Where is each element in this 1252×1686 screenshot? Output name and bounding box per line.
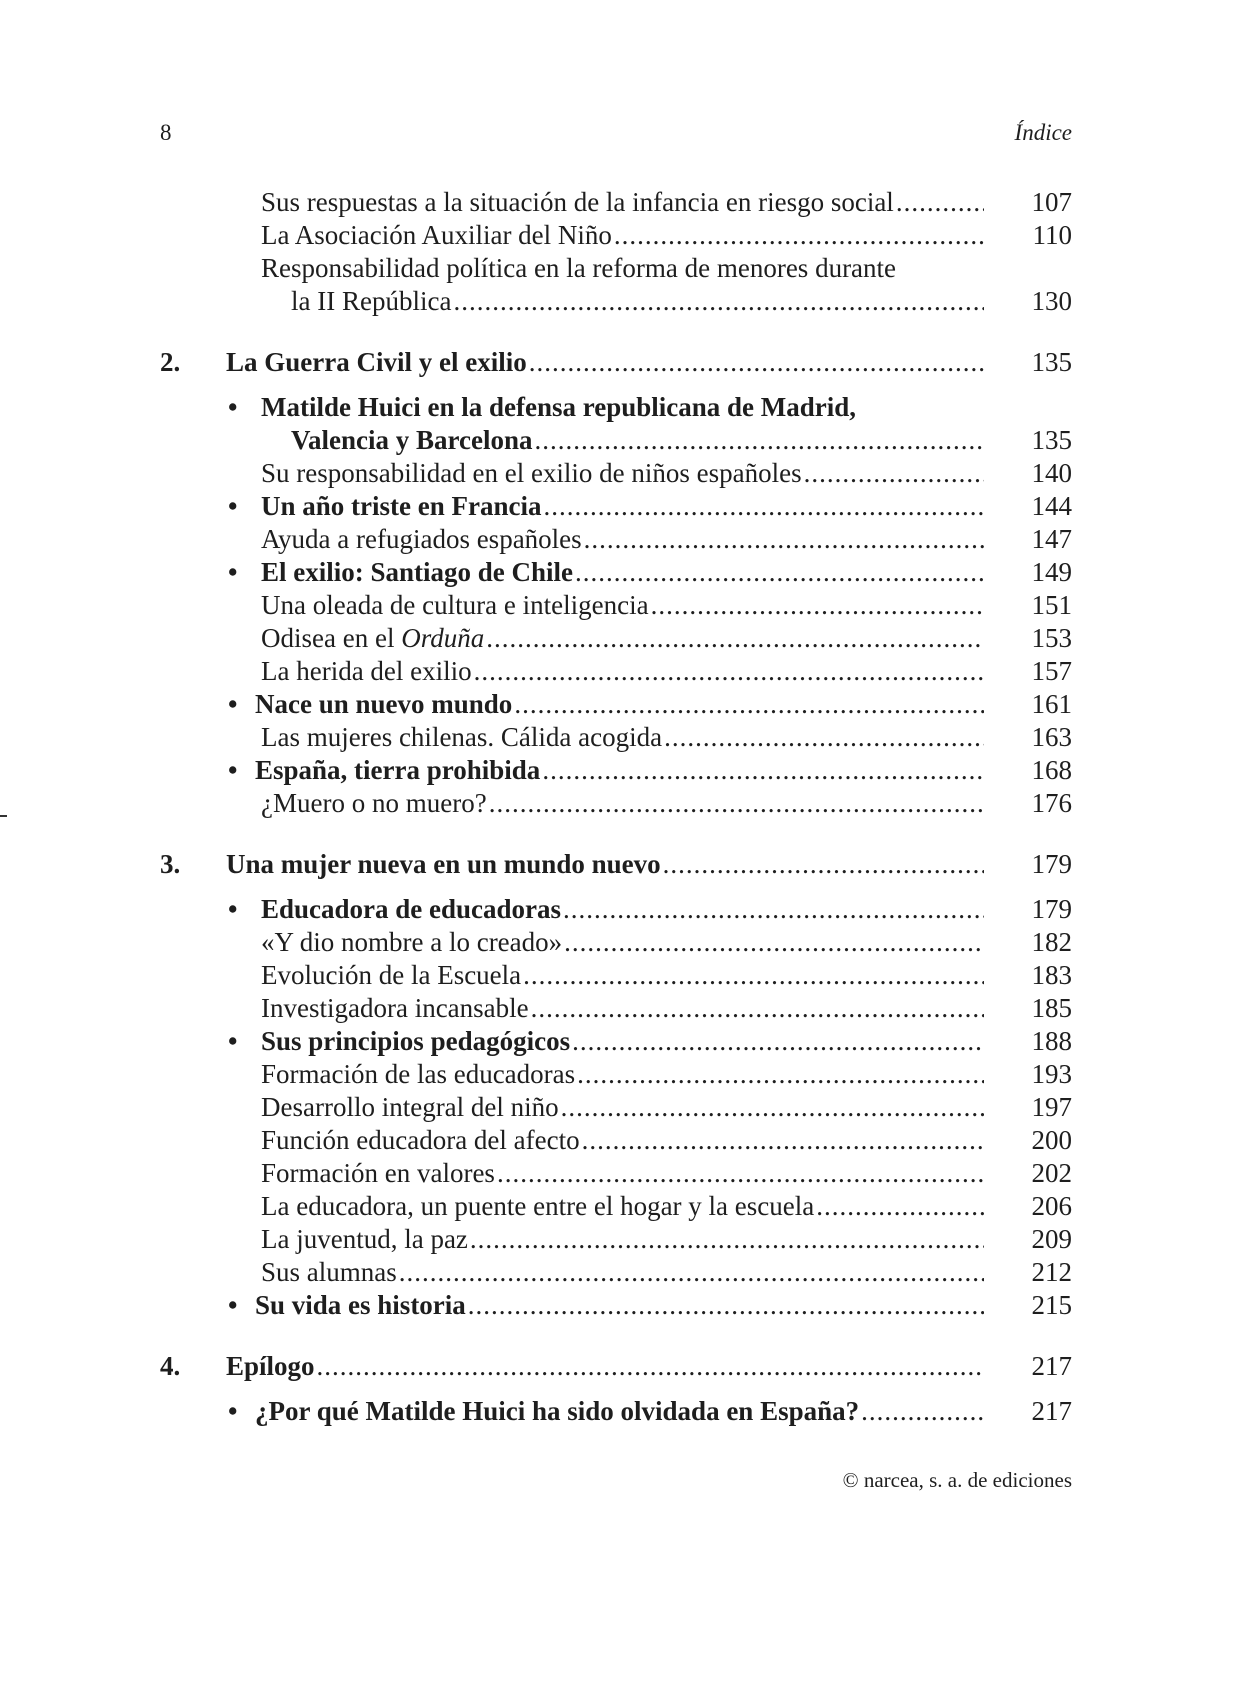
toc-entry-title: Formación de las educadoras xyxy=(261,1059,576,1089)
section-title: Sus principios pedagógicos xyxy=(261,1026,571,1056)
page-number: 8 xyxy=(160,120,172,145)
section-title: El exilio: Santiago de Chile xyxy=(261,557,574,587)
chapter-title: Una mujer nueva en un mundo nuevo xyxy=(226,849,661,879)
toc-entry-title: Sus respuestas a la situación de la infancia en riesgo social xyxy=(261,187,894,217)
toc-entry xyxy=(160,1157,1072,1190)
bullet-icon: • xyxy=(228,491,238,521)
toc-page-number: 147 xyxy=(1031,524,1072,554)
toc-entry-title: Una oleada de cultura e inteligencia xyxy=(261,590,649,620)
toc-entry xyxy=(160,1124,1072,1157)
toc-entry-title: La Asociación Auxiliar del Niño xyxy=(261,220,612,250)
toc-entry xyxy=(160,523,1072,556)
leader-dots xyxy=(614,219,984,252)
leader-dots xyxy=(523,959,984,992)
toc-entry xyxy=(160,959,1072,992)
leader-dots xyxy=(543,490,984,523)
toc-page-number: 168 xyxy=(1031,755,1072,785)
toc-page-number: 212 xyxy=(1031,1257,1072,1287)
toc-entry xyxy=(160,622,1072,655)
leader-dots xyxy=(584,523,984,556)
bullet-icon: • xyxy=(228,755,238,785)
leader-dots xyxy=(474,655,984,688)
chapter-title: La Guerra Civil y el exilio xyxy=(226,347,527,377)
leader-dots xyxy=(651,589,984,622)
section-title: Nace un nuevo mundo xyxy=(255,689,513,719)
toc-page-number: 144 xyxy=(1031,491,1072,521)
toc-entry xyxy=(160,457,1072,490)
toc-page-number: 163 xyxy=(1031,722,1072,752)
toc-page-number: 161 xyxy=(1031,689,1072,719)
toc-entry-title: Función educadora del afecto xyxy=(261,1125,580,1155)
toc-entry-title: Desarrollo integral del niño xyxy=(261,1092,559,1122)
leader-dots xyxy=(896,186,984,219)
toc-section xyxy=(160,424,1072,457)
toc-entry xyxy=(160,926,1072,959)
chapter-title: Epílogo xyxy=(226,1351,315,1381)
toc-page-number: 135 xyxy=(1031,425,1072,455)
toc-entry-title: Ayuda a refugiados españoles xyxy=(261,524,582,554)
toc-page-number: 153 xyxy=(1031,623,1072,653)
toc-entry-title: Sus alumnas xyxy=(261,1257,397,1287)
ship-name: Orduña xyxy=(401,623,485,653)
toc-entry xyxy=(160,219,1072,252)
leader-dots xyxy=(861,1395,984,1428)
copyright-notice: © narcea, s. a. de ediciones xyxy=(842,1468,1072,1492)
toc-page-number: 135 xyxy=(1031,347,1072,377)
leader-dots xyxy=(804,457,984,490)
toc-page-number: 183 xyxy=(1031,960,1072,990)
leader-dots xyxy=(816,1190,984,1223)
leader-dots xyxy=(453,285,984,318)
toc-page-number: 206 xyxy=(1031,1191,1072,1221)
leader-dots xyxy=(564,926,984,959)
toc-section xyxy=(160,688,1072,721)
section-title-continuation: Valencia y Barcelona xyxy=(291,425,533,455)
leader-dots xyxy=(582,1124,984,1157)
section-title: Educadora de educadoras xyxy=(261,894,562,924)
leader-dots xyxy=(561,1091,984,1124)
toc-section xyxy=(160,1395,1072,1428)
toc-entry-title: ¿Muero o no muero? xyxy=(261,788,487,818)
leader-dots xyxy=(663,848,984,881)
toc-page-number: 197 xyxy=(1031,1092,1072,1122)
toc-entry xyxy=(160,1058,1072,1091)
toc-entry-title: Las mujeres chilenas. Cálida acogida xyxy=(261,722,663,752)
chapter-number: 4. xyxy=(160,1351,181,1381)
toc-section xyxy=(160,893,1072,926)
toc-entry-title: «Y dio nombre a lo creado» xyxy=(261,927,563,957)
toc-section xyxy=(160,490,1072,523)
leader-dots xyxy=(572,1025,984,1058)
section-title: Su vida es historia xyxy=(255,1290,466,1320)
toc-page-number: 188 xyxy=(1031,1026,1072,1056)
leader-dots xyxy=(470,1223,984,1256)
toc-page-number: 217 xyxy=(1031,1351,1072,1381)
toc-page-number: 151 xyxy=(1031,590,1072,620)
toc-page-number: 215 xyxy=(1031,1290,1072,1320)
toc-page-number: 217 xyxy=(1031,1396,1072,1426)
toc-page-number: 182 xyxy=(1031,927,1072,957)
toc-entry xyxy=(160,655,1072,688)
toc-entry-title: Responsabilidad política en la reforma de menores durante xyxy=(261,253,897,283)
toc-entry-title: Investigadora incansable xyxy=(261,993,529,1023)
toc-entry-title: La educadora, un puente entre el hogar y la escuela xyxy=(261,1191,815,1221)
bullet-icon: • xyxy=(228,894,238,924)
leader-dots xyxy=(399,1256,984,1289)
toc-entry-title: Su responsabilidad en el exilio de niños españoles xyxy=(261,458,802,488)
leader-dots xyxy=(486,622,984,655)
toc-entry xyxy=(160,285,1072,318)
toc-page-number: 149 xyxy=(1031,557,1072,587)
toc-chapter xyxy=(160,346,1072,379)
chapter-number: 2. xyxy=(160,347,181,377)
section-title: Matilde Huici en la defensa republicana de Madrid, xyxy=(261,392,857,422)
toc-entry xyxy=(160,787,1072,820)
toc-entry-title: La juventud, la paz xyxy=(261,1224,468,1254)
leader-dots xyxy=(577,1058,984,1091)
leader-dots xyxy=(468,1289,984,1322)
leader-dots xyxy=(542,754,984,787)
toc-page-number: 130 xyxy=(1031,286,1072,316)
toc-entry-line xyxy=(160,252,1072,285)
leader-dots xyxy=(529,346,984,379)
toc-entry-title: La herida del exilio xyxy=(261,656,472,686)
toc-page-number: 193 xyxy=(1031,1059,1072,1089)
toc-page-number: 176 xyxy=(1031,788,1072,818)
toc-page-number: 179 xyxy=(1031,894,1072,924)
leader-dots xyxy=(664,721,984,754)
toc-page-number: 179 xyxy=(1031,849,1072,879)
toc-entry xyxy=(160,1223,1072,1256)
toc-entry-title: Formación en valores xyxy=(261,1158,495,1188)
toc-entry xyxy=(160,1256,1072,1289)
toc-entry xyxy=(160,992,1072,1025)
toc-section xyxy=(160,1289,1072,1322)
section-title: Un año triste en Francia xyxy=(261,491,542,521)
leader-dots xyxy=(489,787,984,820)
toc-entry xyxy=(160,186,1072,219)
bullet-icon: • xyxy=(228,1396,238,1426)
chapter-number: 3. xyxy=(160,849,181,879)
bullet-icon: • xyxy=(228,1026,238,1056)
toc-page-number: 110 xyxy=(1032,220,1072,250)
toc-chapter xyxy=(160,848,1072,881)
bullet-icon: • xyxy=(228,689,238,719)
toc-chapter xyxy=(160,1350,1072,1383)
bullet-icon: • xyxy=(228,557,238,587)
toc-page-number: 202 xyxy=(1031,1158,1072,1188)
toc-page-number: 185 xyxy=(1031,993,1072,1023)
leader-dots xyxy=(514,688,984,721)
toc-entry-title-continuation: la II República xyxy=(291,286,452,316)
bullet-icon: • xyxy=(228,1290,238,1320)
toc-entry-title: Evolución de la Escuela xyxy=(261,960,522,990)
toc-entry xyxy=(160,1190,1072,1223)
toc-section xyxy=(160,391,1072,424)
toc-page-number: 157 xyxy=(1031,656,1072,686)
toc-page-number: 200 xyxy=(1031,1125,1072,1155)
toc-page-number: 140 xyxy=(1031,458,1072,488)
leader-dots xyxy=(575,556,984,589)
bullet-icon: • xyxy=(228,392,238,422)
toc-section xyxy=(160,556,1072,589)
section-title: ¿Por qué Matilde Huici ha sido olvidada en España? xyxy=(255,1396,860,1426)
toc-entry xyxy=(160,589,1072,622)
toc-page-number: 209 xyxy=(1031,1224,1072,1254)
running-header-title: Índice xyxy=(1014,120,1072,145)
leader-dots xyxy=(563,893,984,926)
leader-dots xyxy=(317,1350,984,1383)
leader-dots xyxy=(535,424,985,457)
margin-mark xyxy=(0,815,7,817)
toc-entry xyxy=(160,721,1072,754)
toc-entry-title xyxy=(261,622,484,655)
toc-section xyxy=(160,754,1072,787)
leader-dots xyxy=(531,992,984,1025)
table-of-contents xyxy=(160,186,1072,1428)
toc-entry-title-prefix: Odisea en el xyxy=(261,623,402,653)
section-title: España, tierra prohibida xyxy=(255,755,541,785)
toc-section xyxy=(160,1025,1072,1058)
leader-dots xyxy=(497,1157,984,1190)
toc-entry xyxy=(160,1091,1072,1124)
toc-page-number: 107 xyxy=(1031,187,1072,217)
